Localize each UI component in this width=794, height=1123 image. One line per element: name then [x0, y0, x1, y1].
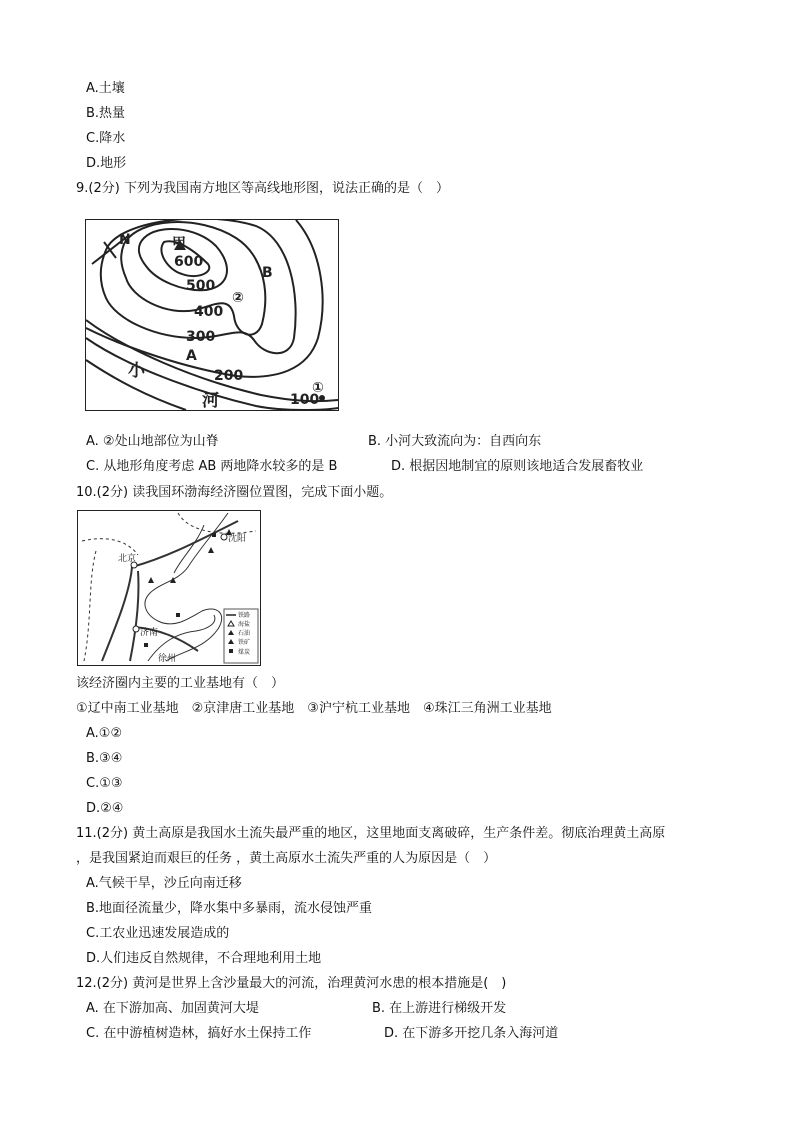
shenyang-dot	[221, 534, 227, 540]
contour-label-300: 300	[186, 329, 216, 345]
q10-option-d: D.②④	[86, 801, 124, 816]
q9-stem: 9.(2分) 下列为我国南方地区等高线地形图，说法正确的是（ ）	[76, 181, 449, 196]
q9-option-c: C. 从地形角度考虑 AB 两地降水较多的是 B	[86, 459, 338, 474]
oil-icon	[208, 547, 214, 553]
q8-option-a: A.土壤	[86, 81, 125, 96]
city-shenyang: 沈阳	[228, 534, 247, 544]
q11-option-b: B.地面径流量少，降水集中多暴雨，流水侵蚀严重	[86, 901, 373, 916]
city-beijing: 北京	[118, 554, 137, 564]
contour-label-200: 200	[214, 368, 244, 384]
q11-option-a: A.气候干旱，沙丘向南迁移	[86, 876, 242, 891]
q8-option-b: B.热量	[86, 106, 126, 121]
legend-railway: 铁路	[238, 612, 251, 619]
q12-option-a: A. 在下游加高、加固黄河大堤	[86, 1001, 259, 1016]
city-jinan: 济南	[140, 628, 159, 638]
contour-label-400: 400	[194, 304, 224, 320]
point-1-label: ①	[312, 380, 324, 396]
point-2-label: ②	[232, 290, 244, 306]
north-label: N	[119, 232, 131, 248]
legend-oil: 石油	[238, 630, 251, 637]
jinan-dot	[133, 626, 139, 632]
peak-label: 甲	[172, 236, 186, 252]
q11-option-d: D.人们违反自然规律，不合理地利用土地	[86, 951, 322, 966]
coal-icon	[212, 533, 216, 537]
legend-coal-icon	[229, 649, 233, 653]
q12-stem: 12.(2分) 黄河是世界上含沙量最大的河流，治理黄河水患的根本措施是( )	[76, 976, 507, 991]
contour-label-100: 100	[290, 392, 320, 408]
legend-iron: 铁矿	[238, 639, 251, 646]
q10-subquestion: 该经济圈内主要的工业基地有（ ）	[76, 676, 285, 691]
legend-salt: 海盐	[238, 621, 251, 628]
q10-choices: ①辽中南工业基地 ②京津唐工业基地 ③沪宁杭工业基地 ④珠江三角洲工业基地	[76, 701, 552, 716]
legend-coal: 煤炭	[238, 649, 251, 656]
city-xuzhou: 徐州	[158, 654, 177, 664]
q9-option-b: B. 小河大致流向为：自西向东	[368, 434, 542, 449]
q12-option-d: D. 在下游多开挖几条入海河道	[384, 1026, 559, 1041]
q12-option-c: C. 在中游植树造林，搞好水土保持工作	[86, 1026, 312, 1041]
q8-option-c: C.降水	[86, 131, 126, 146]
legend-oil-icon	[228, 630, 234, 635]
q11-option-c: C.工农业迅速发展造成的	[86, 926, 230, 941]
point-a-label: A	[186, 348, 197, 364]
q12-option-b: B. 在上游进行梯级开发	[372, 1001, 507, 1016]
q9-option-d: D. 根据因地制宜的原则该地适合发展畜牧业	[391, 459, 644, 474]
salt-icon	[228, 621, 234, 626]
river-char-1: 小	[128, 361, 145, 381]
q10-option-a: A.①②	[86, 726, 123, 741]
q8-option-d: D.地形	[86, 156, 127, 171]
q9-option-a: A. ②处山地部位为山脊	[86, 434, 219, 449]
q10-option-c: C.①③	[86, 776, 123, 791]
bohai-map-svg	[78, 511, 260, 665]
q10-option-b: B.③④	[86, 751, 123, 766]
q11-stem-line2: ，是我国紧迫而艰巨的任务 ，黄土高原水土流失严重的人为原因是（ ）	[76, 851, 497, 866]
q11-stem-line1: 11.(2分) 黄土高原是我国水土流失最严重的地区，这里地面支离破碎，生产条件差。彻底治理黄土高原	[76, 826, 666, 841]
contour-map-svg	[86, 220, 338, 410]
q10-stem: 10.(2分) 读我国环渤海经济圈位置图，完成下面小题。	[76, 485, 393, 500]
river-char-2: 河	[202, 391, 219, 410]
legend-iron-icon	[228, 639, 234, 644]
bohai-map	[77, 510, 261, 666]
point-b-label: B	[262, 265, 273, 281]
contour-map	[85, 219, 339, 411]
contour-label-600: 600	[174, 254, 204, 270]
contour-label-500: 500	[186, 278, 216, 294]
